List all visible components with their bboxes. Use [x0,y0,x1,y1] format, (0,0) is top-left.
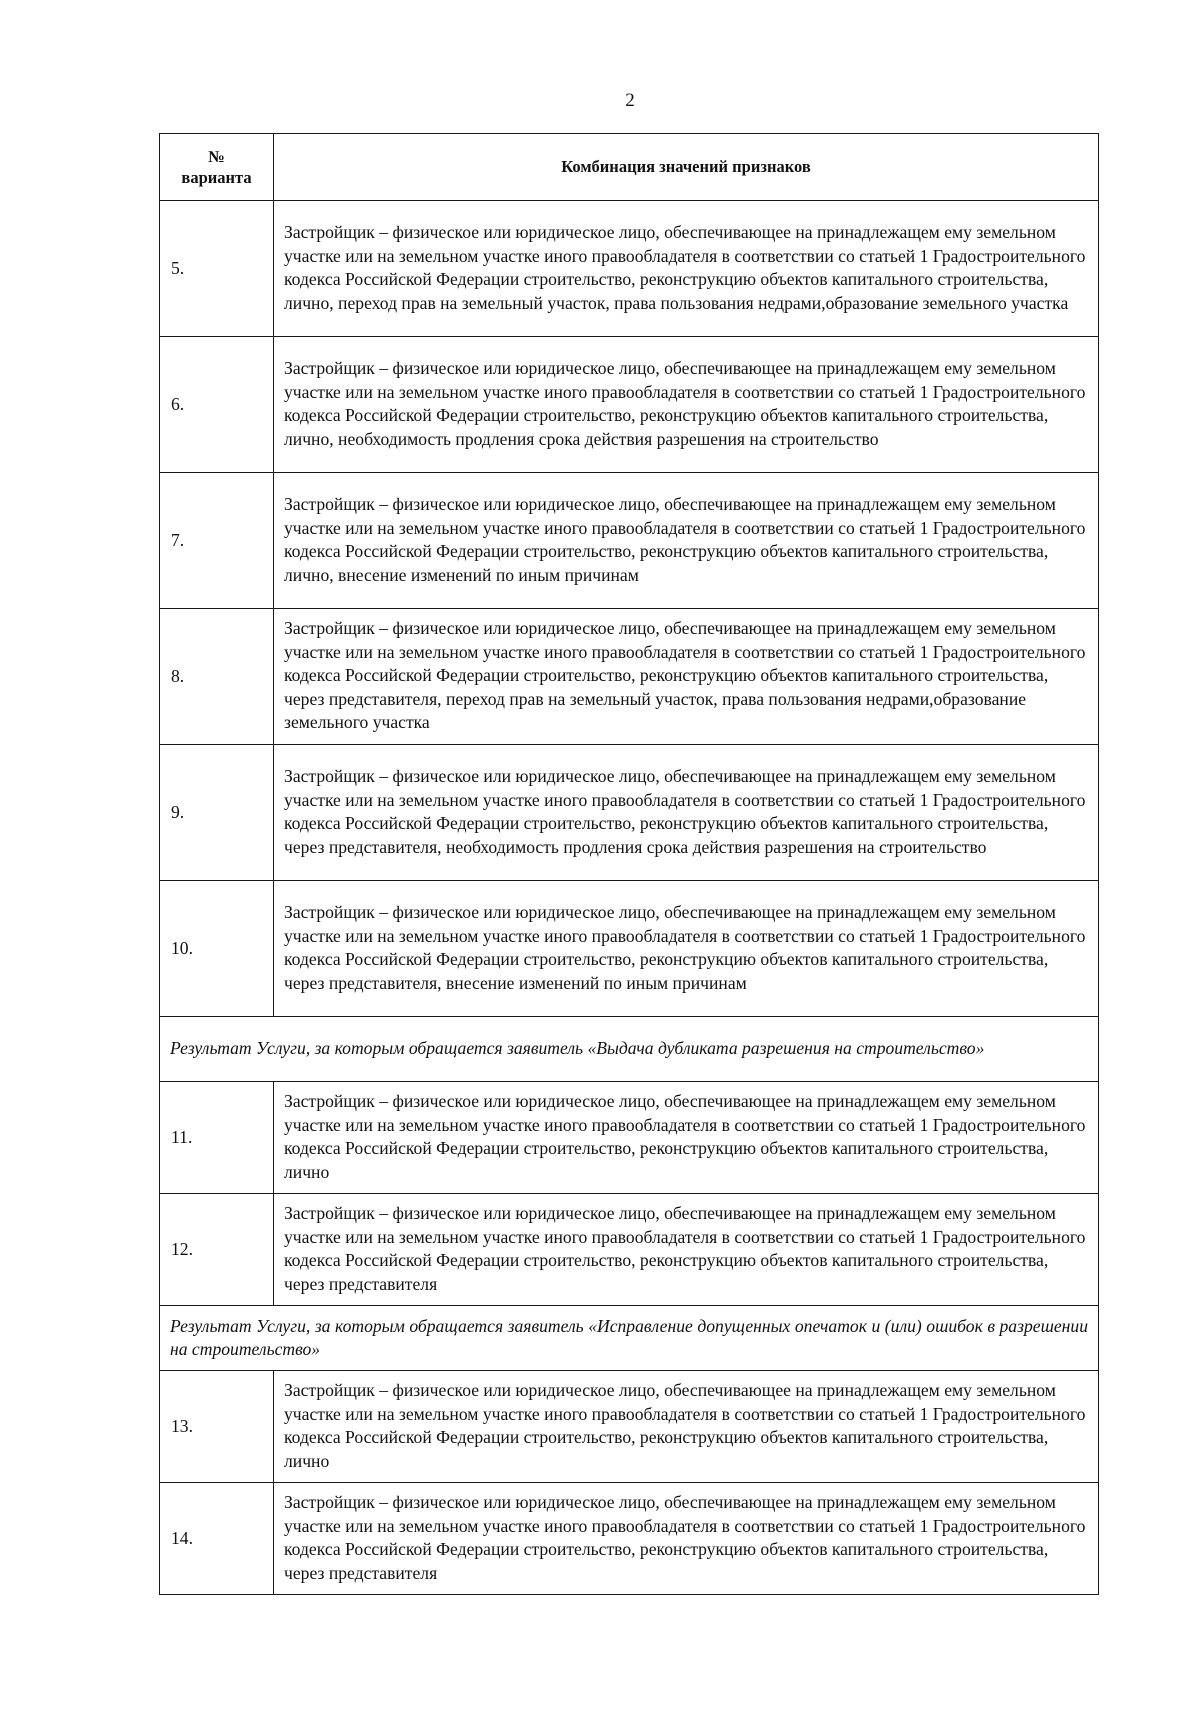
table-row [160,881,1099,1017]
table-row [160,1194,1099,1306]
section-heading: Результат Услуги, за которым обращается заявитель «Исправление допущенных опечаток и (или) ошибок в разрешении на строительство» [160,1306,1099,1371]
table-row [160,745,1099,881]
variant-description: Застройщик – физическое или юридическое лицо, обеспечивающее на принадлежащем ему земельном участке или на земельном участке иного правообладателя в соответствии со статьей 1 Градостроительного кодекса Российской Федерации строительство, реконструкцию объектов капитального строительства, лично, переход прав на земельный участок, права пользования недрами,образование земельного участка [274,201,1099,337]
variants-table [159,133,1099,1595]
table-row [160,337,1099,473]
table-row [160,201,1099,337]
variant-description: Застройщик – физическое или юридическое лицо, обеспечивающее на принадлежащем ему земельном участке или на земельном участке иного правообладателя в соответствии со статьей 1 Градостроительного кодекса Российской Федерации строительство, реконструкцию объектов капитального строительства, через представителя [274,1483,1099,1595]
page-number: 2 [625,90,635,111]
variant-number: 9. [160,745,274,881]
variant-description: Застройщик – физическое или юридическое лицо, обеспечивающее на принадлежащем ему земельном участке или на земельном участке иного правообладателя в соответствии со статьей 1 Градостроительного кодекса Российской Федерации строительство, реконструкцию объектов капитального строительства, лично, необходимость продления срока действия разрешения на строительство [274,337,1099,473]
variant-description: Застройщик – физическое или юридическое лицо, обеспечивающее на принадлежащем ему земельном участке или на земельном участке иного правообладателя в соответствии со статьей 1 Градостроительного кодекса Российской Федерации строительство, реконструкцию объектов капитального строительства, через представителя [274,1194,1099,1306]
variant-description: Застройщик – физическое или юридическое лицо, обеспечивающее на принадлежащем ему земельном участке или на земельном участке иного правообладателя в соответствии со статьей 1 Градостроительного кодекса Российской Федерации строительство, реконструкцию объектов капитального строительства, через представителя, переход прав на земельный участок, права пользования недрами,образование земельного участка [274,609,1099,745]
variant-number: 11. [160,1082,274,1194]
variant-description: Застройщик – физическое или юридическое лицо, обеспечивающее на принадлежащем ему земельном участке или на земельном участке иного правообладателя в соответствии со статьей 1 Градостроительного кодекса Российской Федерации строительство, реконструкцию объектов капитального строительства, через представителя, внесение изменений по иным причинам [274,881,1099,1017]
variant-description: Застройщик – физическое или юридическое лицо, обеспечивающее на принадлежащем ему земельном участке или на земельном участке иного правообладателя в соответствии со статьей 1 Градостроительного кодекса Российской Федерации строительство, реконструкцию объектов капитального строительства, через представителя, необходимость продления срока действия разрешения на строительство [274,745,1099,881]
variant-number: 13. [160,1371,274,1483]
header-number-label: № варианта [181,147,252,187]
section-row [160,1017,1099,1082]
variant-number: 8. [160,609,274,745]
variant-description: Застройщик – физическое или юридическое лицо, обеспечивающее на принадлежащем ему земельном участке или на земельном участке иного правообладателя в соответствии со статьей 1 Градостроительного кодекса Российской Федерации строительство, реконструкцию объектов капитального строительства, лично, внесение изменений по иным причинам [274,473,1099,609]
header-combination [274,134,1099,201]
variant-number: 7. [160,473,274,609]
table-header-row [160,134,1099,201]
section-heading: Результат Услуги, за которым обращается заявитель «Выдача дубликата разрешения на строительство» [160,1017,1099,1082]
section-row [160,1306,1099,1371]
variant-number: 10. [160,881,274,1017]
variant-number: 6. [160,337,274,473]
header-variant-number [160,134,274,201]
table-row [160,473,1099,609]
variant-number: 14. [160,1483,274,1595]
header-combination-label: Комбинация значений признаков [561,157,811,177]
variant-description: Застройщик – физическое или юридическое лицо, обеспечивающее на принадлежащем ему земельном участке или на земельном участке иного правообладателя в соответствии со статьей 1 Градостроительного кодекса Российской Федерации строительство, реконструкцию объектов капитального строительства, лично [274,1371,1099,1483]
table-row [160,1371,1099,1483]
variant-number: 5. [160,201,274,337]
table-row [160,1082,1099,1194]
variant-number: 12. [160,1194,274,1306]
table-row [160,609,1099,745]
table-row [160,1483,1099,1595]
variant-description: Застройщик – физическое или юридическое лицо, обеспечивающее на принадлежащем ему земельном участке или на земельном участке иного правообладателя в соответствии со статьей 1 Градостроительного кодекса Российской Федерации строительство, реконструкцию объектов капитального строительства, лично [274,1082,1099,1194]
